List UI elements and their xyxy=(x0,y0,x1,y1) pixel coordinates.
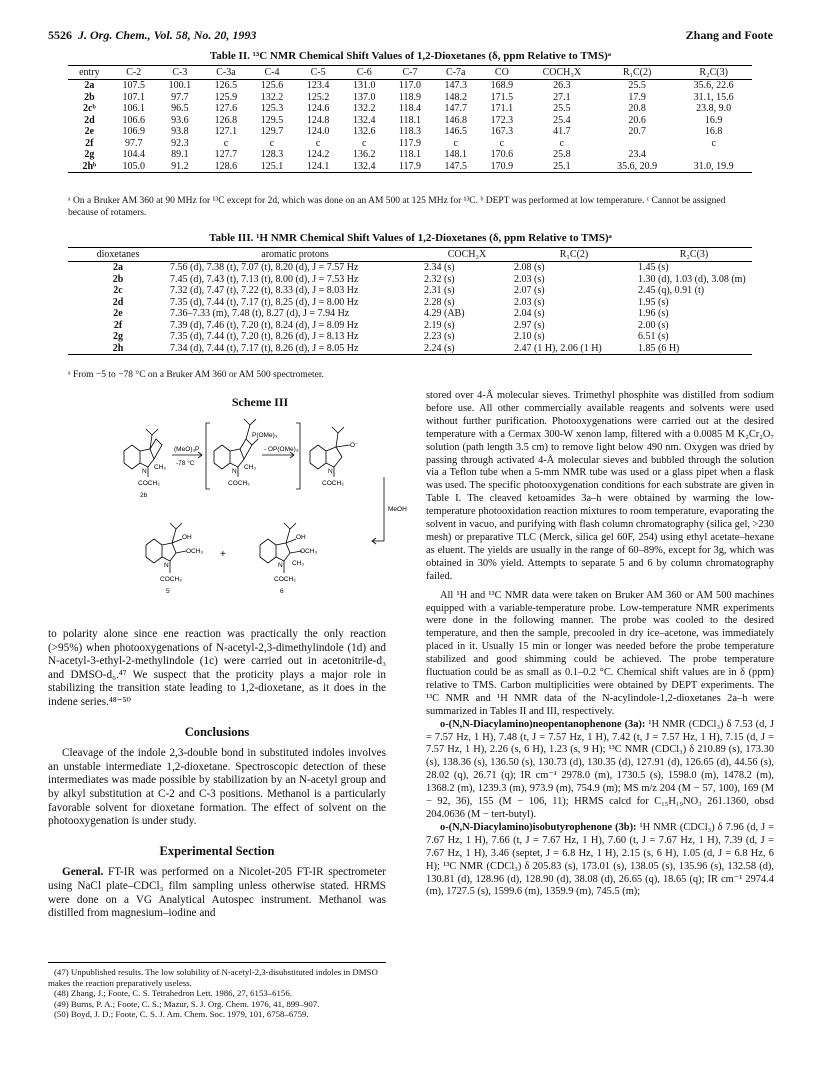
table2-cell: 132.4 xyxy=(341,161,387,173)
table2-cell: 125.2 xyxy=(306,91,330,103)
table3-cell: 2.97 (s) xyxy=(514,319,545,331)
table2-cell: c xyxy=(711,137,716,149)
table3-row xyxy=(68,274,752,286)
reference-50: (50) Boyd, J. D.; Foote, C. S. J. Am. Chem. Soc. 1979, 101, 6758–6759. xyxy=(54,1009,309,1020)
table2-cell: 147.3 xyxy=(444,80,468,91)
table3-cell: 2.10 (s) xyxy=(514,331,545,342)
table2-cell: 124.1 xyxy=(295,161,341,173)
table2-cell: 124.8 xyxy=(306,114,330,126)
table2-cell: 27.1 xyxy=(553,91,571,103)
table3-row xyxy=(68,320,752,332)
table2-cell: 125.3 xyxy=(260,103,284,114)
table3-cell: 2.08 (s) xyxy=(514,262,545,273)
reference-49: (49) Burns, P. A.; Foote, C. S.; Mazur, S. J. Org. Chem. 1976, 41, 899–907. xyxy=(54,998,320,1009)
table3-cell: 2.03 (s) xyxy=(514,296,545,308)
table2-cell: 148.2 xyxy=(444,91,468,103)
table2-cell: 129.7 xyxy=(260,126,284,137)
table2-cell: 105.0 xyxy=(111,161,157,173)
table3-cell: 2h xyxy=(68,343,168,355)
table3-cell: 2.32 (s) xyxy=(424,273,455,285)
table2-cell: 25.4 xyxy=(553,114,571,126)
table2-header-row xyxy=(68,66,752,80)
table2-cell: 128.3 xyxy=(260,149,284,160)
table2-header-cell: R₂C(3) xyxy=(675,66,752,80)
table2-cell: 171.1 xyxy=(490,103,514,114)
table2-cell: c xyxy=(361,137,367,149)
table2-cell: 124.2 xyxy=(306,149,330,160)
table2-cell: 118.1 xyxy=(398,149,422,160)
table2-cell: 93.6 xyxy=(171,114,189,126)
dioxetane-2b xyxy=(150,439,162,459)
paragraph-nmr: All ¹H and ¹³C NMR data were taken on Bruker AM 360 or AM 500 machines equipped with a variable-temperature probe. Low-temperature NMR experiments were done in the following manner. The probe was cooled to the desired temperature, and then the sample, precooled in dry ice–acetone, was immediately placed in it. Usually 15 min or longer was needed before the probe temperature stabilized and good shimming could be achieved. The probe temperature fluctuation could be as small as 0.1–0.2 °C. Chemical shift values are in δ (ppm) relative to TMS. Carbon multiplicities were obtained by DEPT experiments. The ¹³C NMR and ¹H NMR data of the N-acylindole-1,2-dioxetanes 2a–h were summarized in Tables II and III, respectively. xyxy=(426,589,774,717)
table2-cell: 104.4 xyxy=(122,149,145,160)
table2-cell: 91.2 xyxy=(157,161,203,173)
table3-cell: 6.51 (s) xyxy=(638,331,669,342)
right-column xyxy=(426,390,774,899)
table2-cell: 125.6 xyxy=(260,80,284,91)
benzene-ring-5 xyxy=(146,539,162,563)
table2-cell: 106.1 xyxy=(122,103,145,114)
table2-header-cell: C-6 xyxy=(341,66,387,80)
bracket-left xyxy=(206,423,210,489)
table3-cell: 2g xyxy=(113,331,123,342)
table2-cell: 171.5 xyxy=(490,91,514,103)
table2-cell: c xyxy=(315,137,321,149)
label-och3-6: OCH₃ xyxy=(300,548,318,555)
left-column xyxy=(48,628,386,921)
atom-n-intermediate: N xyxy=(232,468,237,475)
table2-cell: 20.8 xyxy=(628,103,646,114)
table2-cell: 118.3 xyxy=(398,126,422,137)
table3-row xyxy=(68,285,752,297)
plus-sign: + xyxy=(220,549,226,560)
table2-cell: 131.0 xyxy=(352,80,376,91)
table3-cell: 2.04 (s) xyxy=(514,308,545,319)
table2-cell: 118.4 xyxy=(398,103,422,114)
table2-cell: 146.8 xyxy=(444,114,468,126)
table2-header-cell: C-7a xyxy=(433,66,479,80)
table2-cell: 2d xyxy=(84,114,95,126)
compound-3b-data: ¹H NMR (CDCl₃) δ 7.96 (d, J = 7.67 Hz, 1 H), 7.66 (t, J = 7.67 Hz, 1 H), 7.60 (t, J = 7.67 Hz, 1 H), 7.39 (d, J = 7.67 Hz, 1 H), 3.46 (septet, J = 6.8 Hz, 1 H), 2.15 (s, 6 H), 1.05 (d, J = 6.8 Hz, 6 H); ¹³C NMR (CDCl₃) δ 205.83 (s), 173.01 (s), 138.05 (s), 135.96 (s), 132.58 (d), 130.81 (d), 128.96 (d), 128.90 (d), 38.08 (d), 26.65 (q), 18.65 (q); IR cm⁻¹ 2974.4 (m), 1727.5 (s), 1599.6 (m), 1359.9 (m), 745.5 (m); xyxy=(426,821,775,898)
table3-row xyxy=(68,331,752,343)
table2-cell: 146.5 xyxy=(444,126,468,137)
table2-cell: 127.7 xyxy=(214,149,238,160)
table3-cell: 2.00 (s) xyxy=(638,319,669,331)
table2-header-cell: R₁C(2) xyxy=(599,66,676,80)
table3-header-cell: R₂C(3) xyxy=(636,248,752,262)
table3-row xyxy=(68,297,752,309)
label-coch3-6: COCH₃ xyxy=(274,576,296,583)
reference-47: (47) Unpublished results. The low solubility of N-acetyl-2,3-disubstituted indoles in DMSO makes the reaction preparatively useless. xyxy=(48,967,378,988)
general-lead: General. xyxy=(62,866,104,879)
table3-cell: 2.19 (s) xyxy=(424,319,455,331)
paragraph-general xyxy=(48,866,386,920)
table2-cell: 117.9 xyxy=(387,161,432,173)
table3-cell: 7.34 (d), 7.44 (t), 7.17 (t), 8.26 (d), J = 8.05 Hz xyxy=(168,343,422,355)
table2-cell: 16.8 xyxy=(704,126,723,137)
table2-cell: 126.8 xyxy=(214,114,238,126)
table3-cell: 2.47 (1 H), 2.06 (1 H) xyxy=(512,343,636,355)
table2-cell: 129.5 xyxy=(260,114,284,126)
table2-cell: 92.3 xyxy=(171,137,189,149)
table2-cell: 123.4 xyxy=(306,80,330,91)
table2-cell: 97.7 xyxy=(124,137,143,149)
table2-header-cell: C-3a xyxy=(203,66,249,80)
table2-cell: 132.2 xyxy=(260,91,284,103)
table2-cell: 106.6 xyxy=(122,114,145,126)
atom-n-2b: N xyxy=(142,468,147,475)
paragraph-3b xyxy=(426,822,774,899)
table2-cell: 170.9 xyxy=(479,161,525,173)
table2-row xyxy=(68,92,752,104)
paragraph-conclusions: Cleavage of the indole 2,3-double bond in substituted indoles involves an unstable intermediate 1,2-dioxetane. Spectroscopic detection of these intermediates was made possible by stabilization by an N-acetyl group and by alkyl substitution at C-2 and C-3 positions. Methanol is a particularly favorable solvent for dioxetane formation. The effect of solvent on the photooxygenation is under study. xyxy=(48,747,386,828)
table2-cell: 41.7 xyxy=(553,126,571,137)
label-coch3-2b: COCH₃ xyxy=(138,480,160,487)
table2-row xyxy=(68,138,752,150)
table2-cell: 2hᵇ xyxy=(68,161,111,173)
table2-cell: 35.6, 20.9 xyxy=(599,161,676,173)
table2-cell: 31.0, 19.9 xyxy=(675,161,752,173)
table2-cell: 132.6 xyxy=(352,126,376,137)
table3-cell: 1.96 (s) xyxy=(638,308,669,319)
atom-n-6: N xyxy=(278,562,283,569)
table3-cell: 2b xyxy=(112,273,124,285)
journal-name: J. Org. Chem., xyxy=(78,28,151,42)
label-coch3-indolenine: COCH₃ xyxy=(322,480,344,487)
table2-cell: c xyxy=(269,137,275,149)
table2-row xyxy=(68,161,752,173)
label-coch3-5: COCH₃ xyxy=(160,576,182,583)
table2-cell: 125.9 xyxy=(214,91,238,103)
table2-cell: 2cᵇ xyxy=(83,103,96,114)
atom-n-indolenine: N xyxy=(328,468,333,475)
table2-cell: 132.2 xyxy=(352,103,376,114)
table2-cell: 128.6 xyxy=(203,161,249,173)
table2-header-cell: CO xyxy=(479,66,525,80)
table2-cell: c xyxy=(223,137,229,149)
table2-row xyxy=(68,80,752,92)
page-number: 5526 xyxy=(48,28,72,42)
atom-n-5: N xyxy=(164,562,169,569)
table2-header-cell: C-2 xyxy=(111,66,157,80)
table2-cell: 2e xyxy=(84,126,95,137)
table3 xyxy=(68,247,752,355)
table2-cell: 20.6 xyxy=(628,114,646,126)
table3-cell: 7.35 (d), 7.44 (t), 7.20 (t), 8.26 (d), J = 8.13 Hz xyxy=(170,331,359,342)
table2-cell: 124.6 xyxy=(306,103,330,114)
table2-cell: 16.9 xyxy=(704,114,723,126)
bracket-right xyxy=(296,423,300,489)
benzene-ring-6 xyxy=(260,539,276,563)
table3-cell: 2f xyxy=(113,319,123,331)
table2-cell: 93.8 xyxy=(171,126,189,137)
table3-header-cell: aromatic protons xyxy=(168,248,422,262)
table3-footnote: ᵃ From −5 to −78 °C on a Bruker AM 360 or AM 500 spectrometer. xyxy=(68,370,324,380)
table3-cell: 2.07 (s) xyxy=(514,285,545,296)
table2-cell: 117.9 xyxy=(398,137,422,149)
scheme-drawing xyxy=(110,411,410,606)
paragraph-3a xyxy=(426,719,774,822)
table2-cell: 35.6, 22.6 xyxy=(693,80,734,91)
table2-cell: 23.8, 9.0 xyxy=(696,103,732,114)
table3-header-row xyxy=(68,248,752,262)
table2-cell: 2g xyxy=(84,149,95,160)
label-pome3: P(OMe)₃ xyxy=(252,432,278,439)
five-ring-2b xyxy=(140,449,154,467)
table2-cell: 96.5 xyxy=(171,103,189,114)
label-oh-5: OH xyxy=(182,534,192,541)
table2-cell: 124.0 xyxy=(306,126,330,137)
table2-cell: 126.5 xyxy=(214,80,238,91)
table2-cell: 23.4 xyxy=(628,149,646,160)
table2-header-cell: entry xyxy=(68,66,111,80)
header-left xyxy=(48,28,256,43)
table2-cell: 132.4 xyxy=(352,114,376,126)
benzene-ring-indolenine xyxy=(310,445,326,469)
table2-cell: 170.6 xyxy=(490,149,514,160)
table3-header-cell: COCH₃X xyxy=(422,248,512,262)
table3-header-cell: R₁C(2) xyxy=(512,248,636,262)
compound-label-5: 5 xyxy=(166,588,170,595)
table2-cell: 25.8 xyxy=(553,149,571,160)
table2-cell: 97.7 xyxy=(171,91,189,103)
table2-cell: 100.1 xyxy=(168,80,192,91)
table3-row xyxy=(68,343,752,355)
table3-cell: 2a xyxy=(113,262,123,273)
table2-cell: 137.0 xyxy=(352,91,376,103)
table3-cell: 1.95 (s) xyxy=(638,296,669,308)
compound-3b-name: o-(N,N-Diacylamino)isobutyrophenone (3b): xyxy=(440,821,637,833)
table2-cell: 148.1 xyxy=(444,149,468,160)
elimination-label: - OP(OMe)₃ xyxy=(264,446,299,453)
general-text: FT-IR was performed on a Nicolet-205 FT-IR spectrometer using NaCl plate–CDCl₃ film sampling unless otherwise stated. HRMS were done on a VG Analytical Autospec instrument. Methanol was distilled from magnesium–iodine and xyxy=(48,866,386,920)
table3-row xyxy=(68,262,752,274)
label-o-minus: O⁻ xyxy=(350,442,359,449)
table2-row xyxy=(68,115,752,127)
label-och3-5: OCH₃ xyxy=(186,548,204,555)
header-authors: Zhang and Foote xyxy=(685,28,773,42)
table3-cell: 2.28 (s) xyxy=(424,296,455,308)
table2-row xyxy=(68,126,752,138)
heading-conclusions: Conclusions xyxy=(184,724,250,739)
heading-experimental: Experimental Section xyxy=(159,843,275,858)
table2-cell: 127.1 xyxy=(214,126,238,137)
references xyxy=(48,962,386,1020)
table2-cell: 25.5 xyxy=(628,80,646,91)
table3-cell: 2c xyxy=(113,285,123,296)
table3-cell: 2.03 (s) xyxy=(514,273,545,285)
methanol-label: MeOH xyxy=(388,506,407,513)
table3-row xyxy=(68,308,752,320)
table2-cell: 20.7 xyxy=(628,126,646,137)
journal-volume: Vol. 58, No. 20, 1993 xyxy=(153,28,257,42)
table2-cell xyxy=(599,138,676,150)
reference-48: (48) Zhang, J.; Foote, C. S. Tetrahedron Lett. 1986, 27, 6153–6156. xyxy=(54,988,292,999)
table2-cell: 147.5 xyxy=(433,161,479,173)
table3-cell: 7.35 (d), 7.44 (t), 7.17 (t), 8.25 (d), J = 8.00 Hz xyxy=(170,296,359,308)
paragraph-polarity: to polarity alone since ene reaction was practically the only reaction (>95%) when photooxygenations of N-acetyl-2,3-dimethylindole (1d) and N-acetyl-3-ethyl-2-methylindole (1c) were carried out in acetonitrile-d₃ and DMSO-d₆.⁴⁷ We suspect that the proticity plays a major role in stabilizing the transition state leading to 1,2-dioxetane, as it does in the indene series.⁴⁸⁻⁵⁰ xyxy=(48,628,386,708)
table2-cell: 167.3 xyxy=(490,126,514,137)
table2-cell: 168.9 xyxy=(490,80,514,91)
table2-row xyxy=(68,103,752,115)
table2-cell: c xyxy=(453,137,458,149)
table3-cell: 2.45 (q), 0.91 (t) xyxy=(638,285,705,296)
table2-cell: 125.1 xyxy=(249,161,295,173)
table2-cell: 118.9 xyxy=(398,91,422,103)
table2-header-cell: C-5 xyxy=(295,66,341,80)
table2-cell: 26.3 xyxy=(553,80,571,91)
table3-header-cell: dioxetanes xyxy=(68,248,168,262)
table2-cell: c xyxy=(499,137,505,149)
table3-cell: 2.24 (s) xyxy=(422,343,512,355)
table2-footnote: ᵃ On a Bruker AM 360 at 90 MHz for ¹³C except for 2d, which was done on an AM 500 at 125 MHz for ¹³C. ᵇ DEPT was performed at low temperature. ᶜ Cannot be assigned because of rotamers. xyxy=(68,196,726,218)
table3-cell: 7.39 (d), 7.46 (t), 7.20 (t), 8.24 (d), J = 8.09 Hz xyxy=(170,319,359,331)
table3-cell: 7.36–7.33 (m), 7.48 (t), 8.27 (d), J = 7.94 Hz xyxy=(170,308,350,319)
table3-cell: 2.23 (s) xyxy=(424,331,455,342)
label-oh-6: OH xyxy=(296,534,306,541)
benzene-ring-2b xyxy=(124,445,140,469)
table2-cell: 2a xyxy=(84,80,95,91)
table2-cell: 25.5 xyxy=(553,103,571,114)
scheme-title: Scheme III xyxy=(231,395,289,409)
compound-3a-name: o-(N,N-Diacylamino)neopentanophenone (3a): xyxy=(440,718,646,730)
running-header xyxy=(48,28,773,44)
table2-cell: 136.2 xyxy=(352,149,376,160)
table2-header-cell: COCH₃X xyxy=(525,66,599,80)
table2-cell: 147.7 xyxy=(444,103,468,114)
table2-cell: 107.1 xyxy=(122,91,145,103)
table2-cell: 106.9 xyxy=(122,126,145,137)
paragraph-procedures: stored over 4-Å molecular sieves. Trimethyl phosphite was distilled from sodium before use. All other commercially available reagents and solvents were used without further purification. Photooxygenations were carried out at the desired temperature with a Cermax 300-W xenon lamp, filtered with a 0.0085 M K₂Cr₂O₇ solution (path length 3.5 cm) to remove light below 490 nm. Oxygen was dried by passing through activated 4-Å molecular sieves and bubbled through the solution via a Teflon tube when a 5-mm NMR tube was used or a glass pipet when a flask was used. The specific photooxygenation conditions for each substrate are given in Table I. The cleaved ketoamides 3a–h were obtained by warming the low-temperature photooxidation reaction mixtures to room temperature, evaporating the solvent in vacuo, and purifying with flash column chromatography (silica gel, >230 mesh) or preparative TLC (Merck, silica gel 60F, 254) using ethyl acetate–hexane as eluent. The yields are usually in the range of 60–89%, except for 3g, which was obtained in 30% yield. Attempts to separate 5 and 6 by column chromatography failed. xyxy=(426,390,774,582)
reagent-label: (MeO)₃P xyxy=(174,446,200,453)
label-ch3-2b: CH₃ xyxy=(154,464,167,471)
table3-cell: 2d xyxy=(112,296,124,308)
table3-cell: 7.56 (d), 7.38 (t), 7.07 (t), 8.20 (d), J = 7.57 Hz xyxy=(170,262,359,273)
table2 xyxy=(68,65,752,173)
label-coch3-intermediate: COCH₃ xyxy=(228,480,250,487)
temperature-label: -78 °C xyxy=(176,460,195,467)
table3-cell: 1.45 (s) xyxy=(638,262,669,273)
table2-cell: 127.6 xyxy=(214,103,238,114)
label-ch3-intermediate: CH₃ xyxy=(244,464,257,471)
table2-cell: 107.5 xyxy=(122,80,145,91)
table2-caption: Table II. ¹³C NMR Chemical Shift Values of 1,2-Dioxetanes (δ, ppm Relative to TMS)ᵃ xyxy=(209,50,612,62)
table2-cell: 118.1 xyxy=(398,114,422,126)
table2-header-cell: C-3 xyxy=(157,66,203,80)
table3-cell: 7.45 (d), 7.43 (t), 7.13 (t), 8.00 (d), J = 7.53 Hz xyxy=(170,273,359,285)
table2-header-cell: C-4 xyxy=(249,66,295,80)
compound-label-2b: 2b xyxy=(140,492,148,499)
compound-label-6: 6 xyxy=(280,588,284,595)
table3-cell: 2.34 (s) xyxy=(424,262,455,273)
table2-cell: 31.1, 15.6 xyxy=(693,91,734,103)
table2-cell: c xyxy=(559,137,565,149)
compound-3a-data: ¹H NMR (CDCl₃) δ 7.53 (d, J = 7.57 Hz, 1 H), 7.48 (t, J = 7.57 Hz, 1 H), 7.42 (t, J = 7.57 Hz, 1 H), 7.15 (d, J = 7.57 Hz, 1 H), 2.26 (s, 6 H), 1.23 (s, 9 H); ¹³C NMR (CDCl₃) δ 210.89 (s), 173.30 (s), 138.36 (s), 136.50 (s), 130.73 (d), 130.35 (d), 127.91 (d), 126.65 (d), 44.56 (s), 28.02 (q), 26.71 (q); IR cm⁻¹ 2978.0 (m), 1730.5 (s), 1598.0 (m), 1478.2 (m), 1368.2 (m), 1239.3 (m), 973.9 (m), 754.9 (m); MS m/z 204 (M − 57, 100), 169 (M − 92, 36), 155 (M − 106, 11); HRMS calcd for C₁₅H₁₉NO₃ 261.1360, obsd 204.0636 (M − tert-butyl). xyxy=(426,718,774,820)
table3-cell: 2.31 (s) xyxy=(424,285,455,296)
table2-cell: 89.1 xyxy=(171,149,189,160)
table2-cell xyxy=(675,149,752,161)
table3-cell: 1.30 (d), 1.03 (d), 3.08 (m) xyxy=(638,273,746,285)
table3-cell: 7.32 (d), 7.47 (t), 7.22 (t), 8.33 (d), J = 8.03 Hz xyxy=(170,285,359,296)
table2-header-cell: C-7 xyxy=(387,66,432,80)
table3-cell: 4.29 (AB) xyxy=(424,308,465,319)
table3-cell: 1.85 (6 H) xyxy=(636,343,752,355)
table2-cell: 2f xyxy=(85,137,94,149)
table2-row xyxy=(68,149,752,161)
benzene-ring-intermediate xyxy=(214,445,230,469)
scheme-iii xyxy=(110,395,410,605)
table2-cell: 17.9 xyxy=(628,91,646,103)
table2-cell: 172.3 xyxy=(490,114,514,126)
table2-cell: 2b xyxy=(84,91,95,103)
table2-cell: 25.1 xyxy=(525,161,599,173)
table3-cell: 2e xyxy=(113,308,123,319)
table2-cell: 117.0 xyxy=(398,80,422,91)
label-ch3-6: CH₃ xyxy=(292,560,305,567)
table3-caption: Table III. ¹H NMR Chemical Shift Values of 1,2-Dioxetanes (δ, ppm Relative to TMS)ᵃ xyxy=(209,232,612,244)
